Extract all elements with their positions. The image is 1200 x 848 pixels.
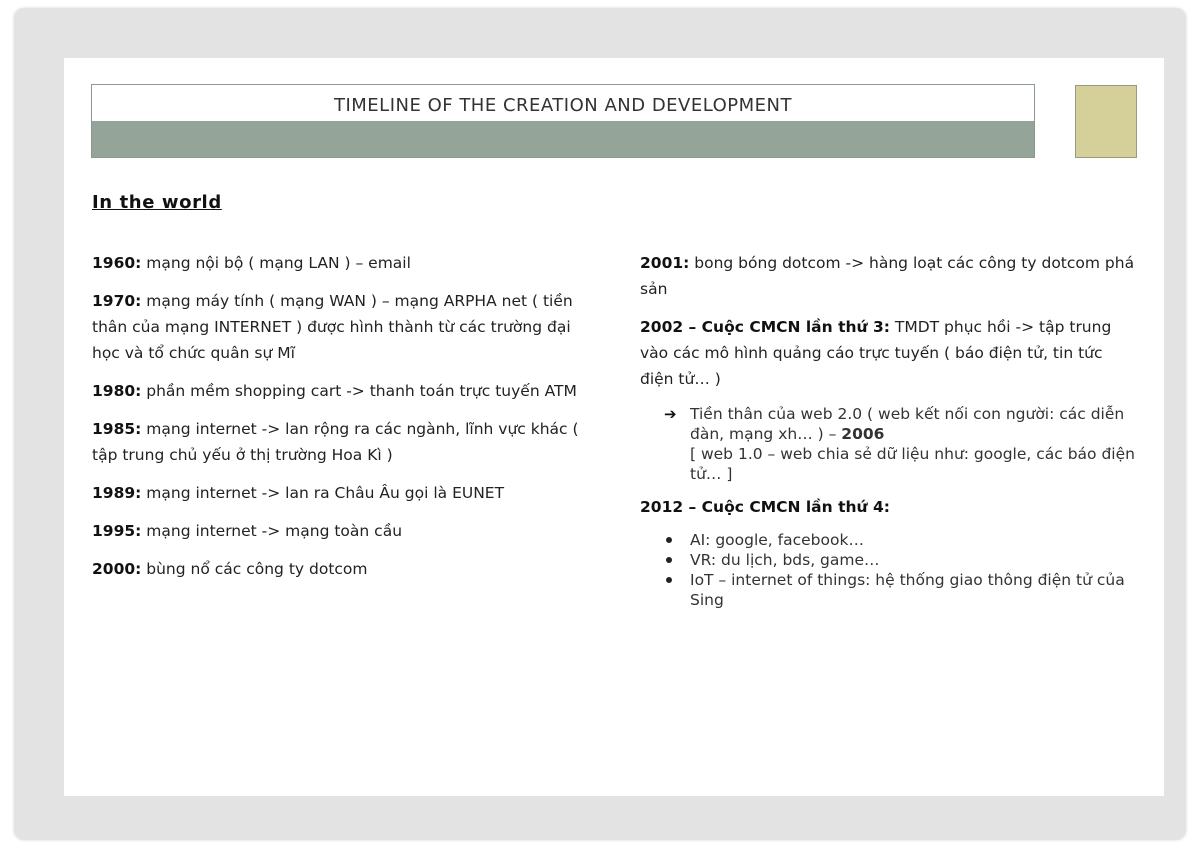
title-box: [91, 84, 1035, 158]
list-item: [664, 570, 1140, 610]
right-column: [640, 250, 1140, 610]
bullet-list: [664, 530, 1140, 610]
entry-text: mạng internet -> lan rộng ra các ngành, lĩnh vực khác ( tập trung chủ yếu ở thị trường Hoa Kì ): [92, 420, 579, 464]
timeline-entry: [640, 250, 1140, 302]
timeline-entry: [92, 556, 592, 582]
entry-text: bong bóng dotcom -> hàng loạt các công ty dotcom phá sản: [640, 254, 1135, 298]
timeline-entry: [92, 416, 592, 468]
arrow-note: [664, 404, 1140, 484]
entry-text: phần mềm shopping cart -> thanh toán trực tuyến ATM: [141, 382, 577, 400]
entry-year: 2001:: [640, 254, 690, 272]
page-title: TIMELINE OF THE CREATION AND DEVELOPMENT: [333, 95, 793, 116]
timeline-entry: [92, 378, 592, 404]
timeline-entry: [92, 518, 592, 544]
bullet-icon: [666, 557, 672, 563]
entry-year: 2002 – Cuộc CMCN lần thứ 3:: [640, 318, 890, 336]
entry-year: 1970:: [92, 292, 142, 310]
entry-text: mạng internet -> lan ra Châu Âu gọi là EUNET: [141, 484, 505, 502]
entry-year: 2000:: [92, 560, 142, 578]
section-heading: In the world: [92, 192, 222, 213]
list-item-text: VR: du lịch, bds, game…: [690, 551, 880, 569]
entry-year: 1989:: [92, 484, 142, 502]
entry-year: 1995:: [92, 522, 142, 540]
timeline-entry: [640, 314, 1140, 392]
list-item: [664, 530, 1140, 550]
accent-square: [1075, 85, 1137, 158]
entry-year: 1960:: [92, 254, 142, 272]
timeline-entry: [92, 250, 592, 276]
left-column: [92, 250, 592, 594]
cmcn4-heading: 2012 – Cuộc CMCN lần thứ 4:: [640, 498, 890, 516]
entry-text: mạng máy tính ( mạng WAN ) – mạng ARPHA net ( tiền thân của mạng INTERNET ) được hình thành từ các trường đại học và tổ chức quân sự Mĩ: [92, 292, 573, 362]
arrow-note-year: 2006: [841, 425, 885, 443]
entry-text: TMDT phục hồi -> tập trung vào các mô hình quảng cáo trực tuyến ( báo điện tử, tin tức điện tử… ): [640, 318, 1112, 388]
entry-text: mạng internet -> mạng toàn cầu: [141, 522, 403, 540]
arrow-note-text-2: [ web 1.0 – web chia sẻ dữ liệu như: google, các báo điện tử… ]: [690, 445, 1135, 483]
bullet-icon: [666, 577, 672, 583]
slide: [64, 58, 1164, 796]
arrow-note-text: Tiền thân của web 2.0 ( web kết nối con người: các diễn đàn, mạng xh… ) –: [690, 405, 1125, 443]
list-item-text: AI: google, facebook…: [690, 531, 864, 549]
entry-text: bùng nổ các công ty dotcom: [141, 560, 368, 578]
entry-year: 1985:: [92, 420, 142, 438]
entry-year: 1980:: [92, 382, 142, 400]
list-item-text: IoT – internet of things: hệ thống giao thông điện tử của Sing: [690, 571, 1125, 609]
title-band: [92, 121, 1034, 157]
list-item: [664, 550, 1140, 570]
timeline-entry: [92, 480, 592, 506]
timeline-entry: [92, 288, 592, 366]
arrow-right-icon: ➔: [664, 405, 677, 423]
bullet-icon: [666, 537, 672, 543]
entry-text: mạng nội bộ ( mạng LAN ) – email: [141, 254, 411, 272]
slide-frame: [14, 8, 1186, 840]
